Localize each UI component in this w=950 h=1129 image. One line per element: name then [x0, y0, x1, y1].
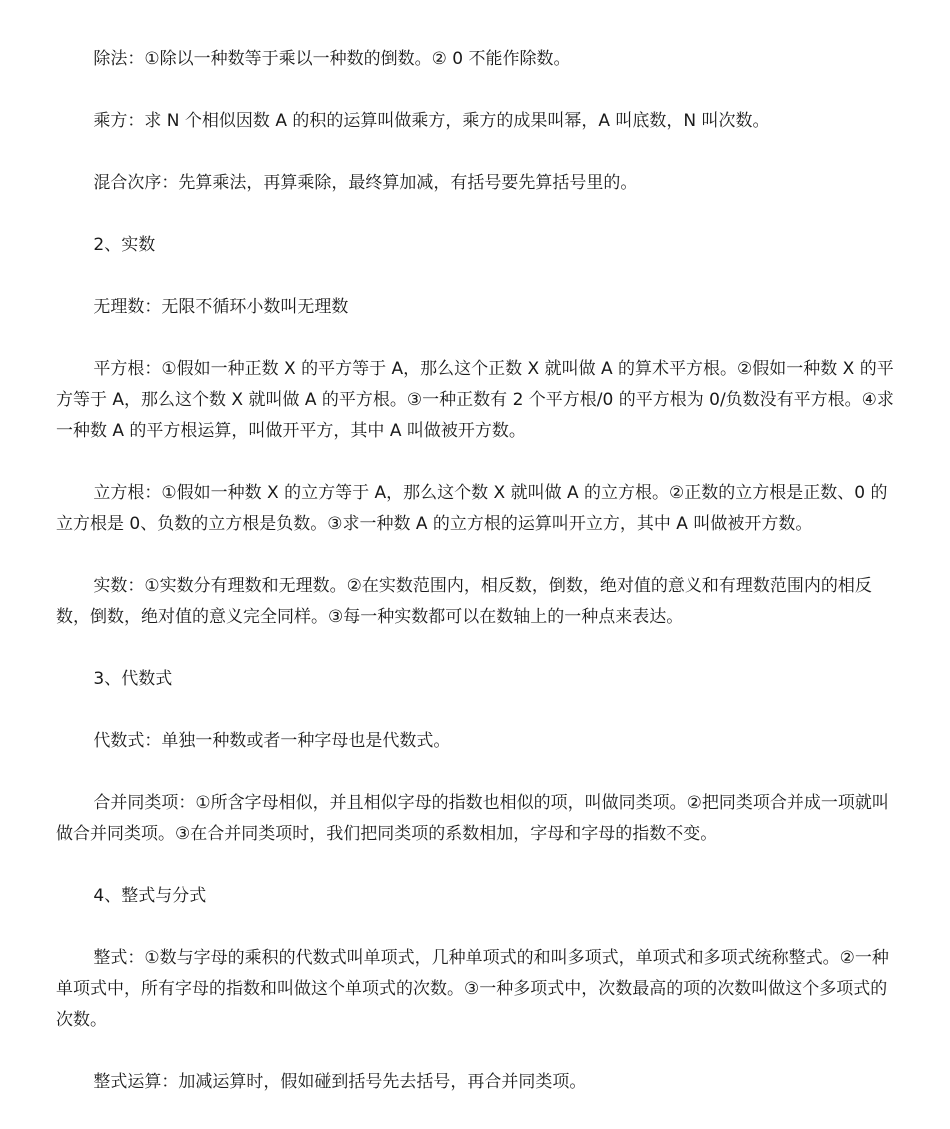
- section-heading-algebraic-expressions: 3、代数式: [93, 669, 173, 689]
- paragraph-combine-like-terms: 合并同类项：①所含字母相似，并且相似字母的指数也相似的项，叫做同类项。②把同类项合并成一项就叫做合并同类项。③在合并同类项时，我们把同类项的系数相加，字母和字母的指数不变。: [56, 793, 889, 844]
- paragraph-power: 乘方：求 N 个相似因数 A 的积的运算叫做乘方，乘方的成果叫幂，A 叫底数，N 叫次数。: [93, 111, 770, 131]
- section-heading-polynomials-fractions: 4、整式与分式: [93, 886, 207, 906]
- paragraph-polynomial: 整式：①数与字母的乘积的代数式叫单项式，几种单项式的和叫多项式，单项式和多项式统称整式。②一种单项式中，所有字母的指数和叫做这个单项式的次数。③一种多项式中，次数最高的项的次数叫做这个多项式的次数。: [56, 948, 889, 1030]
- paragraph-algebraic-expression: 代数式：单独一种数或者一种字母也是代数式。: [93, 731, 451, 751]
- paragraph-polynomial-operations: 整式运算：加减运算时，假如碰到括号先去括号，再合并同类项。: [93, 1072, 587, 1092]
- paragraph-irrational: 无理数：无限不循环小数叫无理数: [93, 297, 349, 317]
- section-heading-real-numbers: 2、实数: [93, 235, 156, 255]
- paragraph-cube-root: 立方根：①假如一种数 X 的立方等于 A，那么这个数 X 就叫做 A 的立方根。②正数的立方根是正数、0 的立方根是 0、负数的立方根是负数。③求一种数 A 的立方根的运算叫开立方，其中 A 叫做被开方数。: [56, 483, 888, 534]
- paragraph-division: 除法：①除以一种数等于乘以一种数的倒数。② 0 不能作除数。: [93, 49, 571, 69]
- paragraph-real-numbers: 实数：①实数分有理数和无理数。②在实数范围内，相反数，倒数，绝对值的意义和有理数范围内的相反数，倒数，绝对值的意义完全同样。③每一种实数都可以在数轴上的一种点来表达。: [56, 576, 872, 627]
- paragraph-mixed-order: 混合次序：先算乘法，再算乘除，最终算加减，有括号要先算括号里的。: [93, 173, 638, 193]
- paragraph-square-root: 平方根：①假如一种正数 X 的平方等于 A，那么这个正数 X 就叫做 A 的算术平方根。②假如一种数 X 的平方等于 A，那么这个数 X 就叫做 A 的平方根。③一种正数有 2 个平方根/0 的平方根为 0/负数没有平方根。④求一种数 A 的平方根运算，叫做开平方，其中 A 叫做被开方数。: [56, 359, 894, 441]
